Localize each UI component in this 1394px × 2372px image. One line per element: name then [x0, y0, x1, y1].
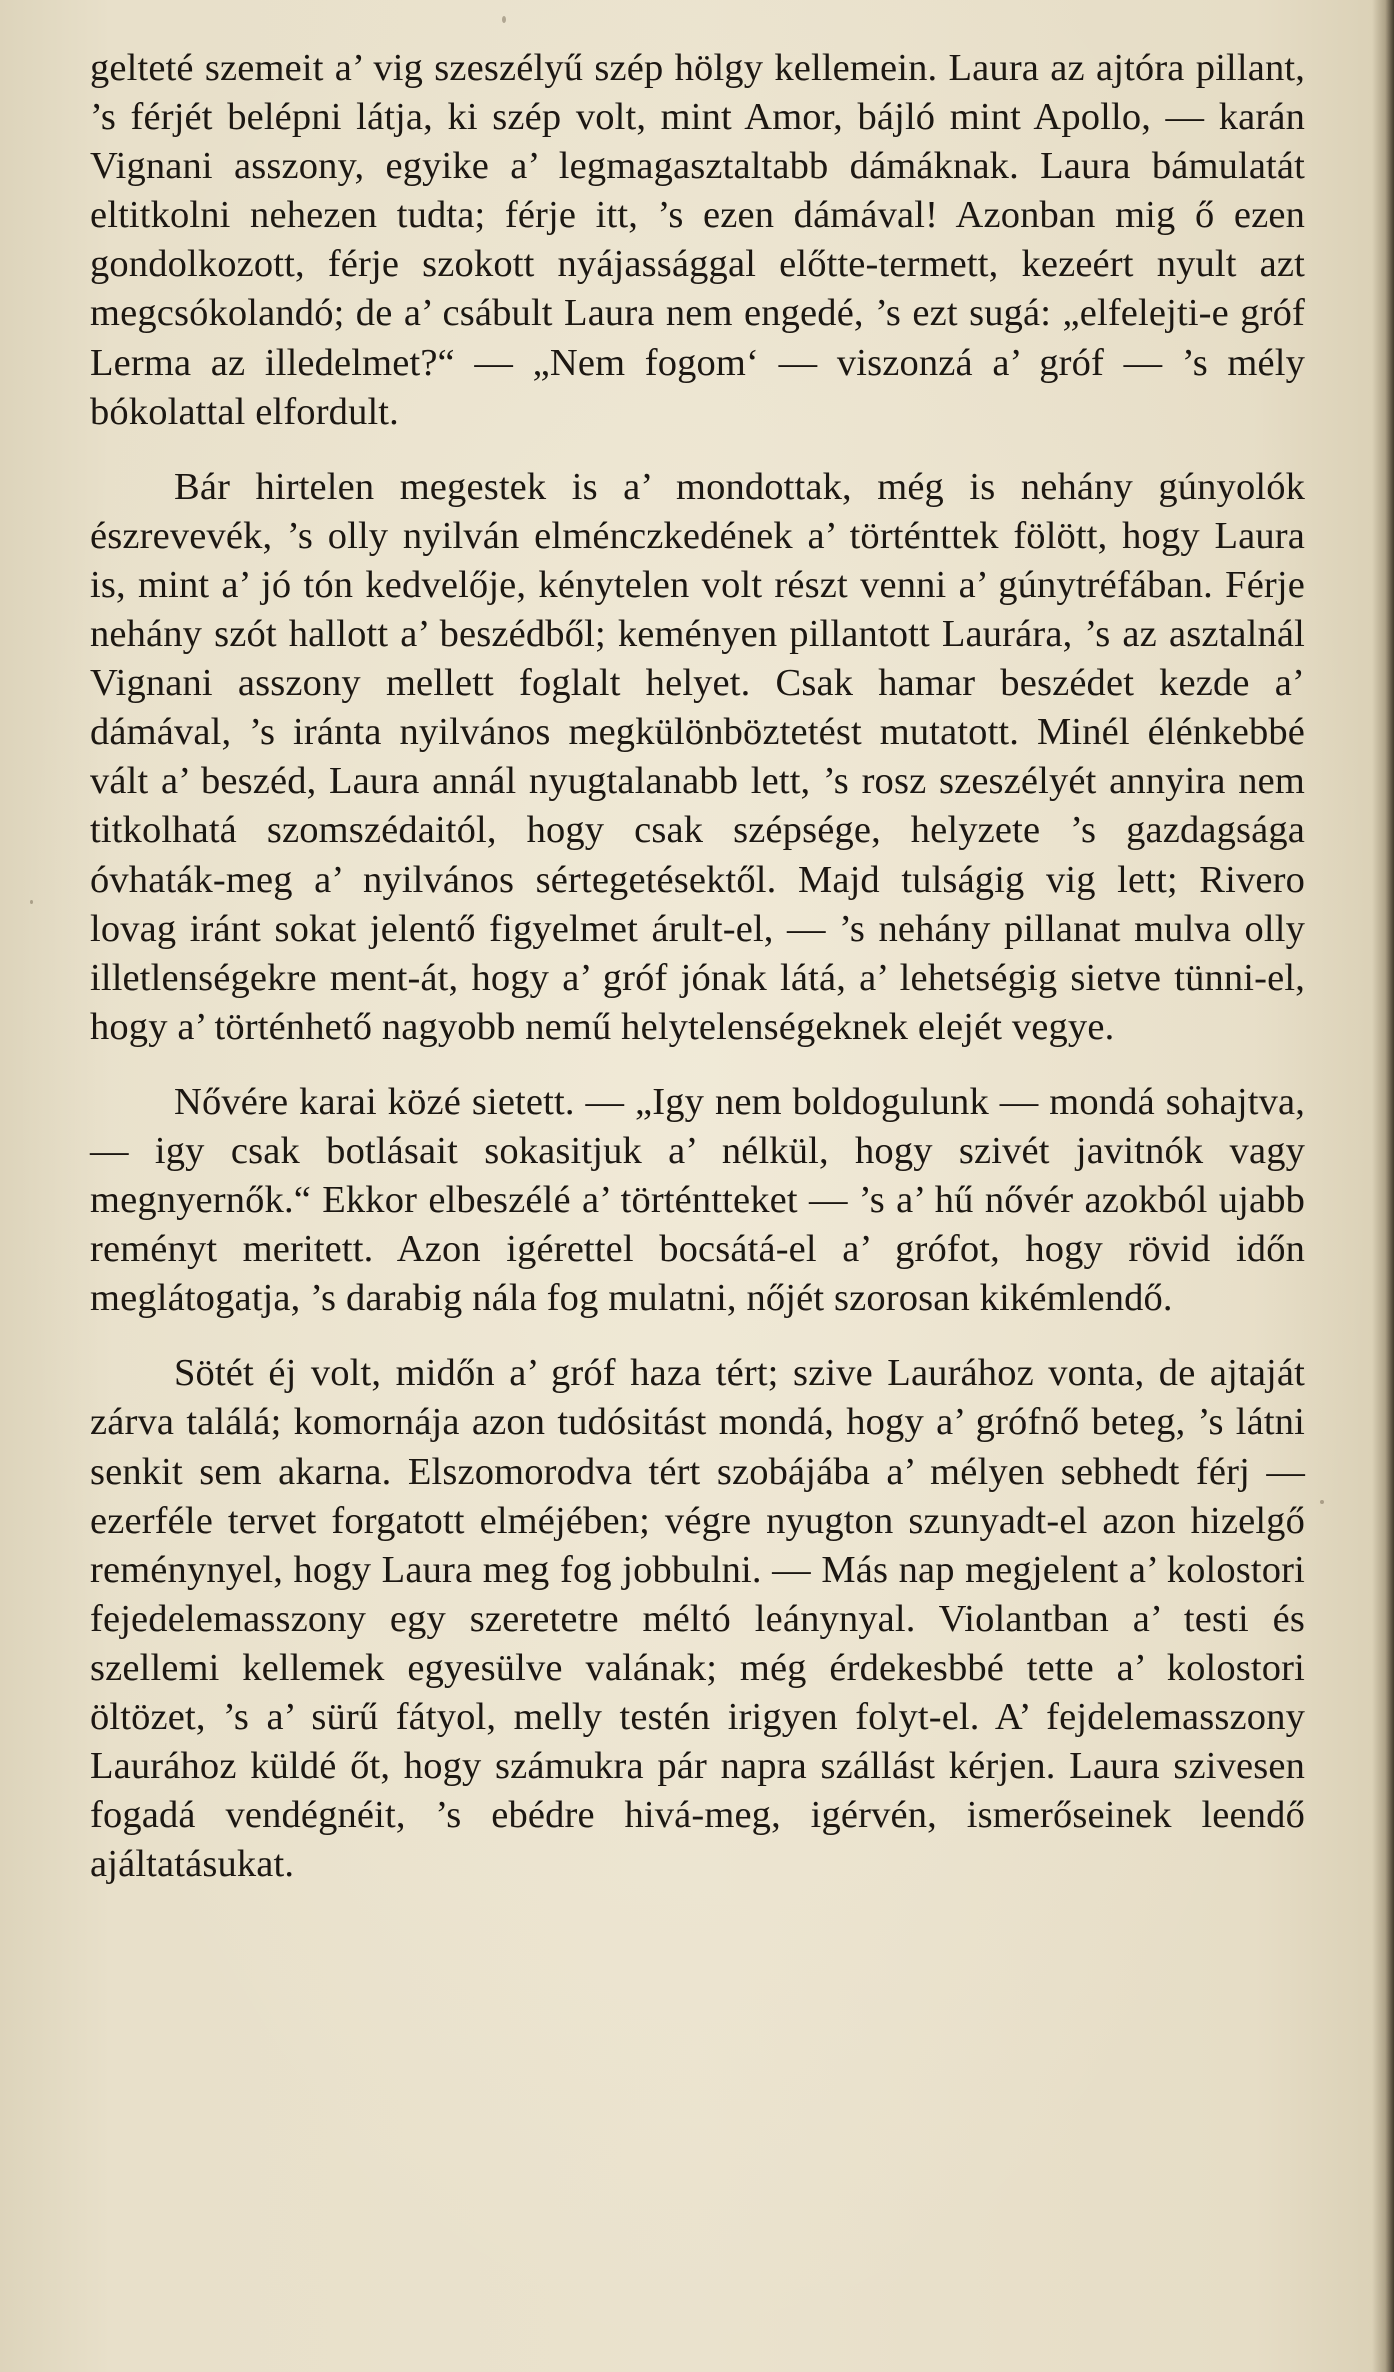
body-text [90, 44, 1305, 1889]
paper-speck [502, 16, 506, 23]
paper-speck [1320, 1500, 1324, 1504]
paragraph-4: Sötét éj volt, midőn a’ gróf haza tért; szive Laurához vonta, de ajtaját zárva találá; komornája azon tudósitást mondá, hogy a’ grófnő beteg, ’s látni senkit sem akarna. Elszomorodva tért szobájába a’ mélyen sebhedt férj — ezerféle tervet forgatott elméjében; végre nyugton szunyadt-el azon hizelgő reménynyel, hogy Laura meg fog jobbulni. — Más nap megjelent a’ kolostori fejedelemasszony egy szeretetre méltó leánynyal. Violantban a’ testi és szellemi kellemek egyesülve valának; még érdekesbbé tette a’ kolostori öltözet, ’s a’ sürű fátyol, melly testén irigyen folyt-el. A’ fejdelemasszony Laurához küldé őt, hogy számukra pár napra szállást kérjen. Laura szivesen fogadá vendégnéit, ’s ebédre hivá-meg, igérvén, ismerőseinek leendő ajáltatásukat. [90, 1352, 1305, 1886]
paragraph-2: Bár hirtelen megestek is a’ mondottak, még is nehány gúnyolók észrevevék, ’s olly nyilván elménczkedének a’ történttek fölött, hogy Laura is, mint a’ jó tón kedvelője, kénytelen volt részt venni a’ gúnytréfában. Férje nehány szót hallott a’ beszédből; keményen pillantott Laurára, ’s az asztalnál Vignani asszony mellett foglalt helyet. Csak hamar beszédet kezde a’ dámával, ’s iránta nyilvános megkülönböztetést mutatott. Minél élénkebbé vált a’ beszéd, Laura annál nyugtalanabb lett, ’s rosz szeszélyét annyira nem titkolhatá szomszédaitól, hogy csak szépsége, helyzete ’s gazdagsága óvhaták-meg a’ nyilvános sértegetésektől. Majd tulságig vig lett; Rivero lovag iránt sokat jelentő figyelmet árult-el, — ’s nehány pillanat mulva olly illetlenségekre ment-át, hogy a’ gróf jónak látá, a’ lehetségig sietve tünni-el, hogy a’ történhető nagyobb nemű helytelenségeknek elejét vegye. [90, 465, 1305, 1048]
paper-speck [30, 900, 33, 904]
page-edge-shadow [1372, 0, 1394, 2372]
paragraph-1: gelteté szemeit a’ vig szeszélyű szép hölgy kellemein. Laura az ajtóra pillant, ’s férjét belépni látja, ki szép volt, mint Amor, bájló mint Apollo, — karán Vignani asszony, egyike a’ legmagasztaltabb dámáknak. Laura bámulatát eltitkolni nehezen tudta; férje itt, ’s ezen dámával! Azonban mig ő ezen gondolkozott, férje szokott nyájassággal előtte-termett, kezeért nyult azt megcsókolandó; de a’ csábult Laura nem engedé, ’s ezt sugá: „elfelejti-e gróf Lerma az illedelmet?“ — „Nem fogom‘ — viszonzá a’ gróf — ’s mély bókolattal elfordult. [90, 47, 1305, 433]
paragraph-3: Nővére karai közé sietett. — „Igy nem boldogulunk — mondá sohajtva, — igy csak botlásait sokasitjuk a’ nélkül, hogy szivét javitnók vagy megnyernők.“ Ekkor elbeszélé a’ történtteket — ’s a’ hű nővér azokból ujabb reményt meritett. Azon igérettel bocsátá-el a’ grófot, hogy rövid időn meglátogatja, ’s darabig nála fog mulatni, nőjét szorosan kikémlendő. [90, 1080, 1305, 1320]
